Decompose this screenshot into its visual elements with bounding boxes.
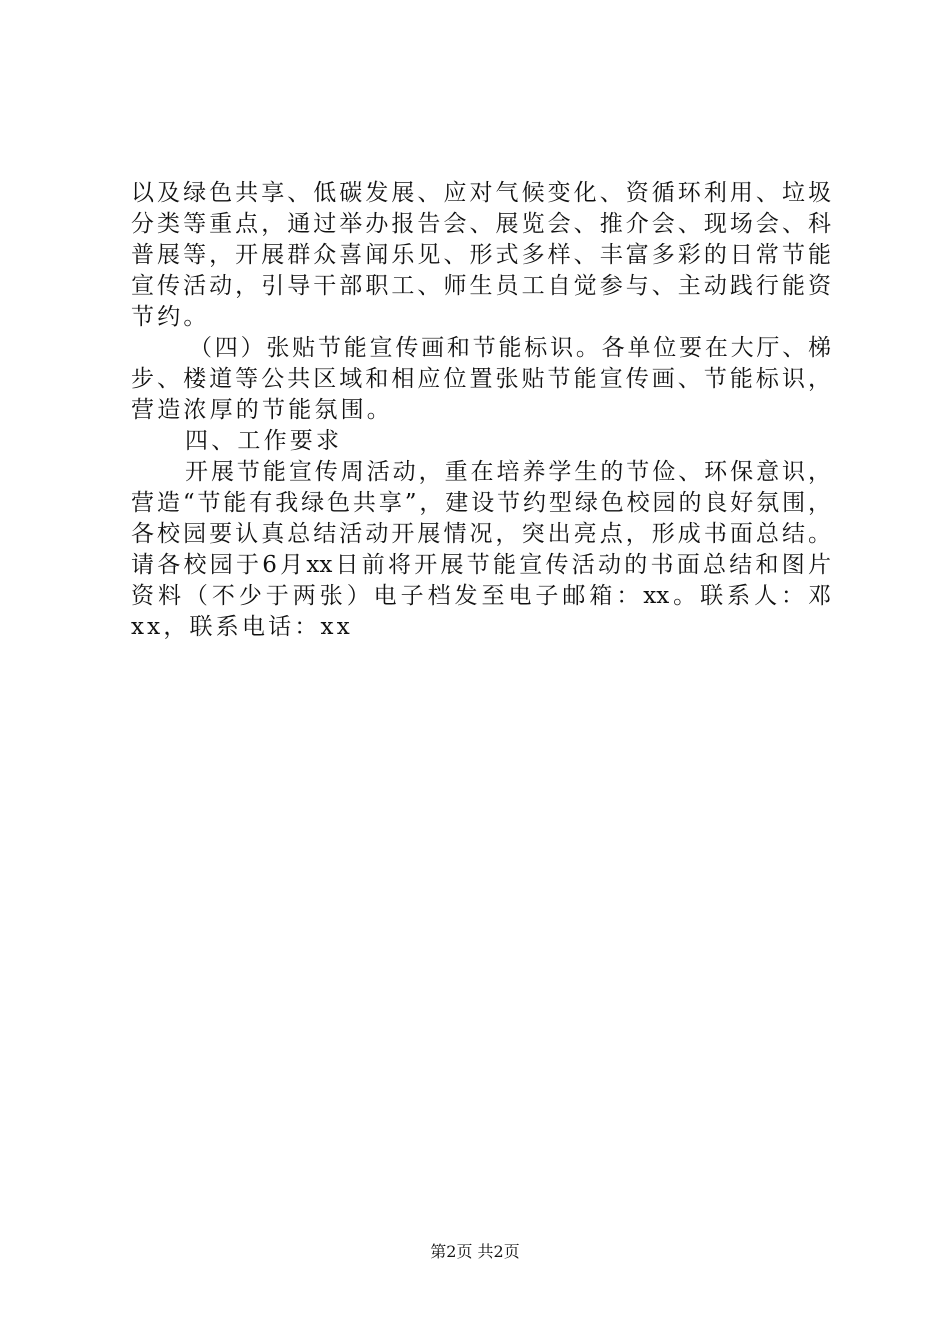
section-heading: 四、工作要求 — [185, 428, 343, 454]
page-footer: 第2页 共2页 — [430, 1242, 520, 1261]
paragraph-line: 请各校园于6月xx日前将开展节能宣传活动的书面总结和图片 — [131, 552, 831, 578]
paragraph-line: 各校园要认真总结活动开展情况，突出亮点，形成书面总结。 — [131, 521, 831, 547]
paragraph-line: xx，联系电话：xx — [131, 614, 353, 640]
paragraph-line: 宣传活动，引导干部职工、师生员工自觉参与、主动践行能资 — [131, 273, 831, 299]
paragraph-line: 开展节能宣传周活动，重在培养学生的节俭、环保意识， — [185, 459, 831, 485]
paragraph-line: 分类等重点，通过举办报告会、展览会、推介会、现场会、科 — [131, 211, 831, 237]
paragraph-line: 步、楼道等公共区域和相应位置张贴节能宣传画、节能标识， — [131, 366, 831, 392]
paragraph-line: 普展等，开展群众喜闻乐见、形式多样、丰富多彩的日常节能 — [131, 242, 831, 268]
section-heading-line: （四）张贴节能宣传画和节能标识。各单位要在大厅、梯 — [189, 335, 831, 361]
paragraph-line: 以及绿色共享、低碳发展、应对气候变化、资循环利用、垃圾 — [131, 180, 831, 206]
document-body — [131, 178, 831, 643]
paragraph-line: 节约。 — [131, 304, 210, 330]
paragraph-line: 营造“节能有我绿色共享”，建设节约型绿色校园的良好氛围， — [131, 490, 831, 516]
paragraph-line: 营造浓厚的节能氛围。 — [131, 397, 393, 423]
paragraph-line: 资料（不少于两张）电子档发至电子邮箱：xx。联系人：邓 — [131, 583, 831, 609]
